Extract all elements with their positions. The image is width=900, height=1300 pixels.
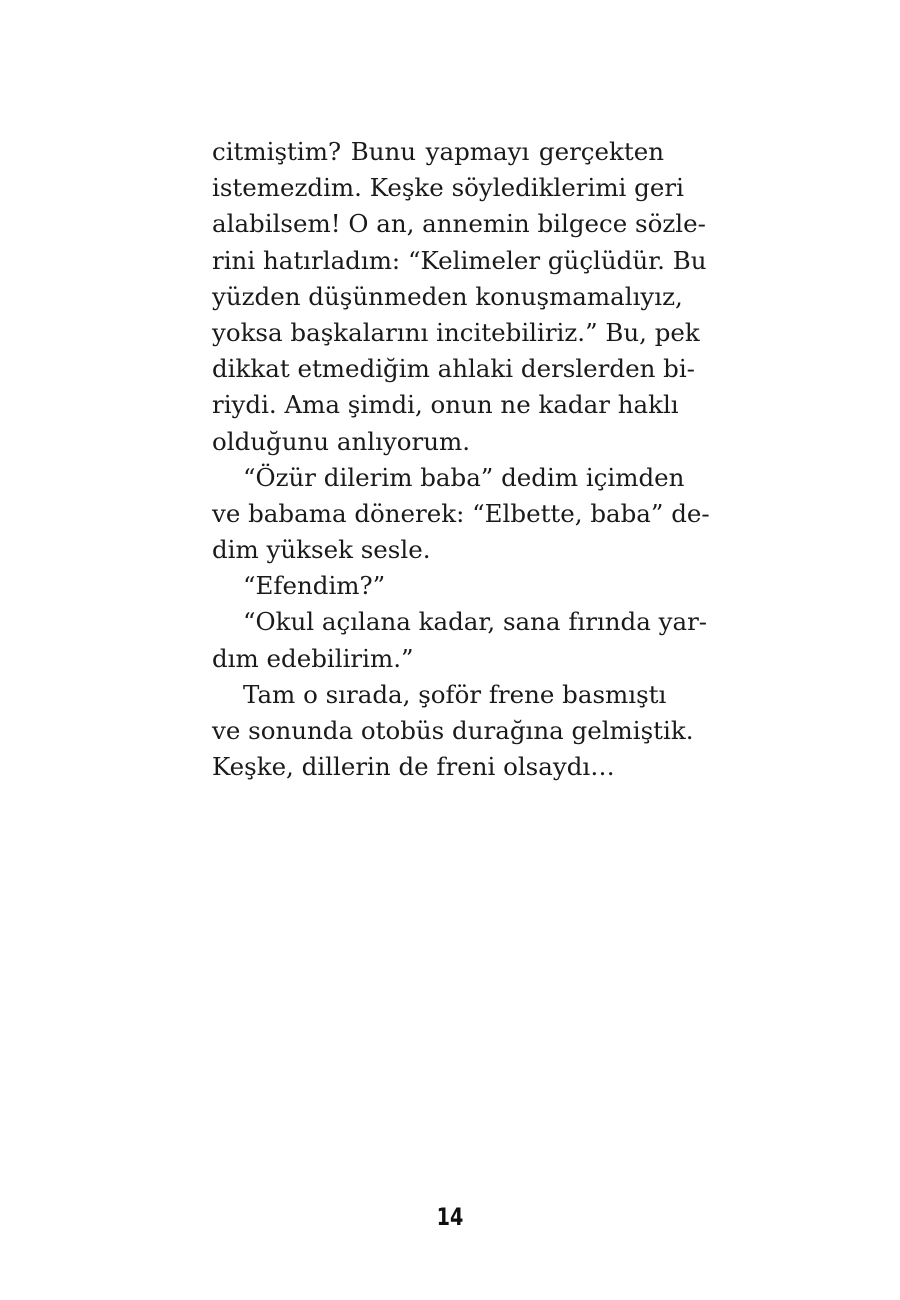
text-line: riydi. Ama şimdi, onun ne kadar haklı (212, 390, 679, 420)
text-line: alabilsem! O an, annemin bilgece sözle- (212, 209, 706, 239)
text-line: “Efendim?” (243, 571, 386, 601)
text-line: “Özür dilerim baba” dedim içimden (243, 462, 685, 492)
text-line: istemezdim. Keşke söylediklerimi geri (212, 173, 684, 203)
text-line: yüzden düşünmeden konuşmamalıyız, (212, 281, 683, 311)
text-line: “Okul açılana kadar, sana fırında yar- (243, 607, 708, 637)
text-line: Keşke, dillerin de freni olsaydı… (212, 752, 615, 782)
text-line: dikkat etmediğim ahlaki derslerden bi- (212, 354, 695, 384)
body-text (212, 134, 710, 785)
text-line: olduğunu anlıyorum. (212, 426, 471, 456)
text-line: dım edebilirim.” (212, 643, 414, 673)
text-line: dim yüksek sesle. (212, 535, 431, 565)
text-line: ve sonunda otobüs durağına gelmiştik. (212, 716, 694, 745)
page-number: 14 (436, 1203, 464, 1231)
text-line: Tam o sırada, şoför frene basmıştı (243, 679, 667, 709)
text-line: yoksa başkalarını incitebiliriz.” Bu, pek (212, 317, 700, 347)
text-line: citmiştim? Bunu yapmayı gerçekten (212, 137, 664, 166)
text-line: rini hatırladım: “Kelimeler güçlüdür. Bu (212, 245, 707, 275)
text-line: ve babama dönerek: “Elbette, baba” de- (212, 498, 710, 528)
